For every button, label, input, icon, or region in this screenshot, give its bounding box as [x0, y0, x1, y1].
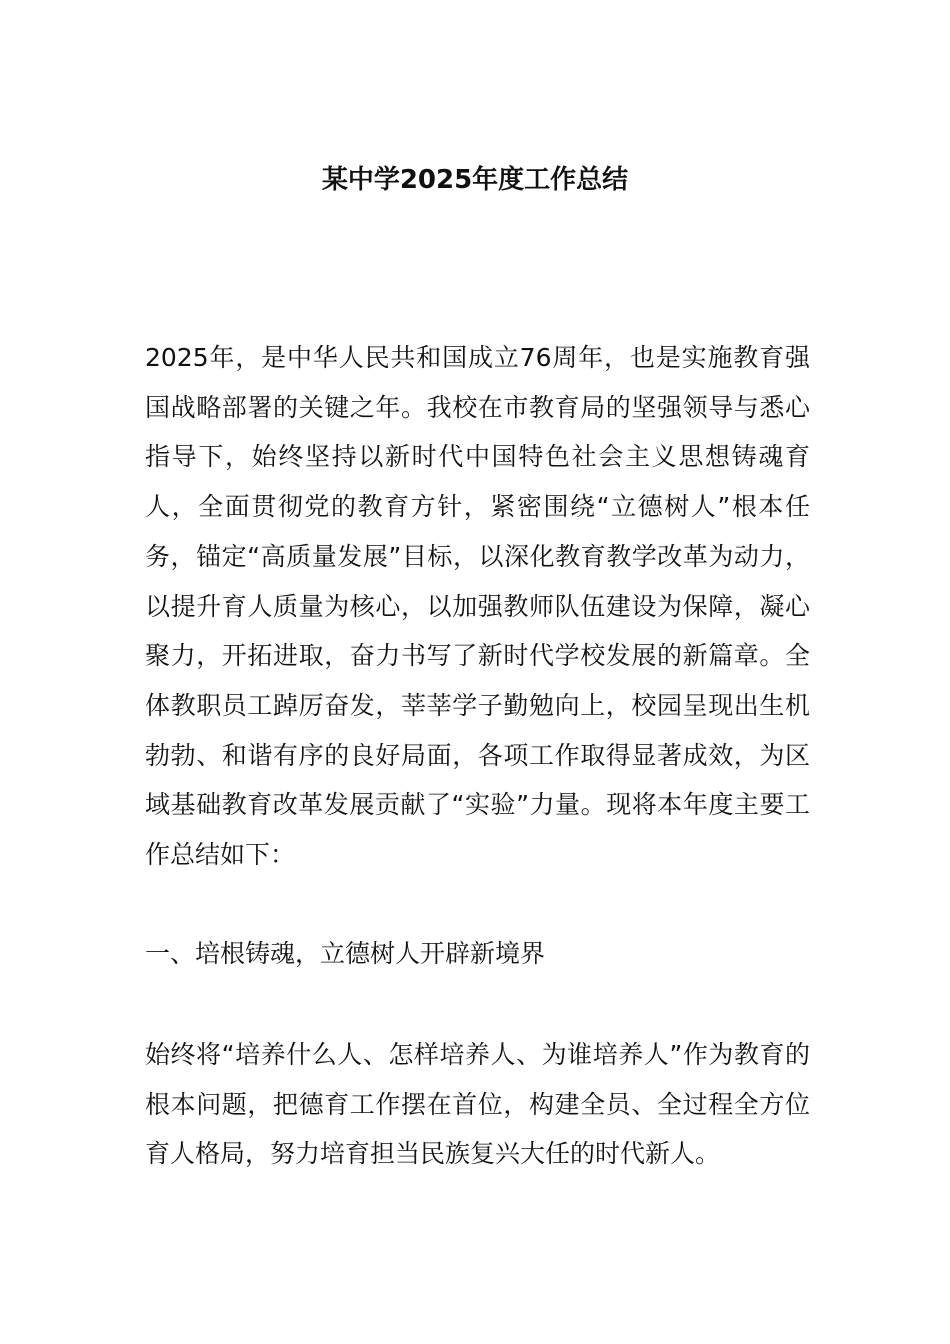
section-heading: 一、培根铸魂，立德树人开辟新境界 — [145, 939, 546, 968]
document-title: 某中学2025年度工作总结 — [321, 165, 629, 195]
intro-paragraph: 2025年，是中华人民共和国成立76周年，也是实施教育强国战略部署的关键之年。我校在市教育局的坚强领导与悉心指导下，始终坚持以新时代中国特色社会主义思想铸魂育人，全面贯彻党的教育方针，紧密围绕“立德树人”根本任务，锚定“高质量发展”目标，以深化教育教学改革为动力，以提升育人质量为核心，以加强教师队伍建设为保障，凝心聚力，开拓进取，奋力书写了新时代学校发展的新篇章。全体教职员工踔厉奋发，莘莘学子勤勉向上，校园呈现出生机勃勃、和谐有序的良好局面，各项工作取得显著成效，为区域基础教育改革发展贡献了“实验”力量。现将本年度主要工作总结如下： — [145, 343, 810, 870]
section-paragraph: 始终将“培养什么人、怎样培养人、为谁培养人”作为教育的根本问题，把德育工作摆在首位，构建全员、全过程全方位育人格局，努力培育担当民族复兴大任的时代新人。 — [145, 1040, 810, 1169]
